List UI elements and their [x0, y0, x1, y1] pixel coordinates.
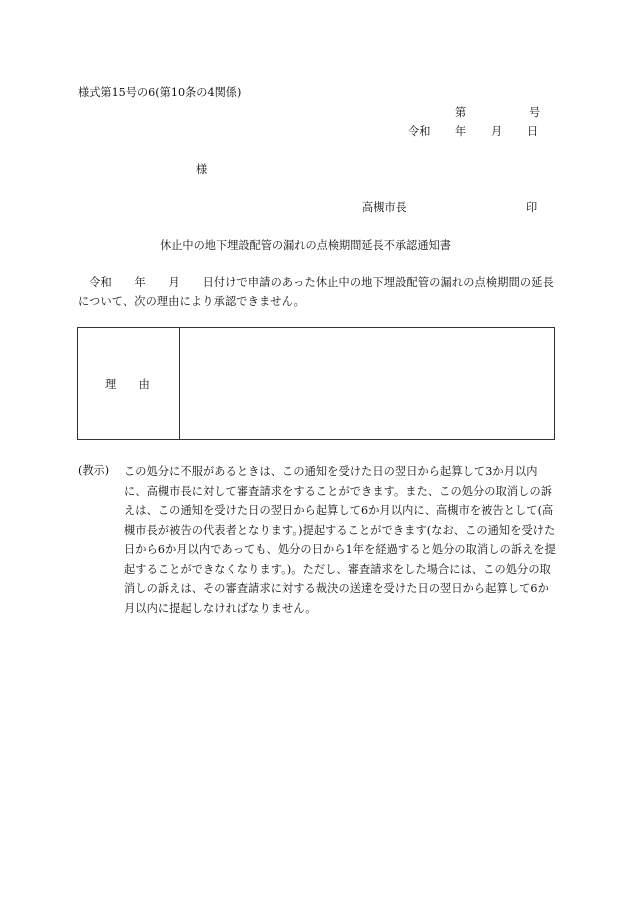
reason-label: 理 由	[105, 378, 150, 391]
document-title: 休止中の地下埋設配管の漏れの点検期間延長不承認通知書	[160, 239, 451, 252]
notice-body: この処分に不服があるときは、この通知を受けた日の翌日から起算して3か月以内に、高槻市長に対して審査請求をすることができます。また、この処分の取消しの訴えは、この通知を受けた日の翌日から起算して6か月以内に、高槻市を被告として(高槻市長が被告の代表者となります。)提起することができます(なお、この通知を受けた日から6か月以内であっても、処分の日から1年を経過すると処分の取消しの訴えを提起することができなくなります。)。ただし、審査請求をした場合には、この処分の取消しの訴えは、その審査請求に対する裁決の送達を受けた日の翌日から起算して6か月以内に提起しなければなりません。	[124, 465, 556, 615]
notice-text	[124, 462, 556, 618]
date-day: 日	[527, 125, 539, 138]
body-paragraph: 令和 年 月 日付けで申請のあった休止中の地下埋設配管の漏れの点検期間の延長について、次の理由により承認できません。	[78, 276, 554, 308]
reason-table	[77, 327, 555, 440]
number-prefix: 第	[455, 106, 467, 119]
date-year: 年	[455, 125, 467, 138]
form-number: 様式第15号の6(第10条の4関係)	[78, 86, 242, 99]
seal-mark: 印	[526, 201, 538, 214]
sender-name: 高槻市長	[362, 201, 407, 214]
reason-label-cell	[78, 328, 180, 439]
number-suffix: 号	[529, 106, 541, 119]
notice-heading: (教示)	[78, 464, 110, 477]
date-era: 令和	[408, 125, 431, 138]
date-month: 月	[491, 125, 503, 138]
addressee-honorific: 様	[196, 163, 208, 176]
